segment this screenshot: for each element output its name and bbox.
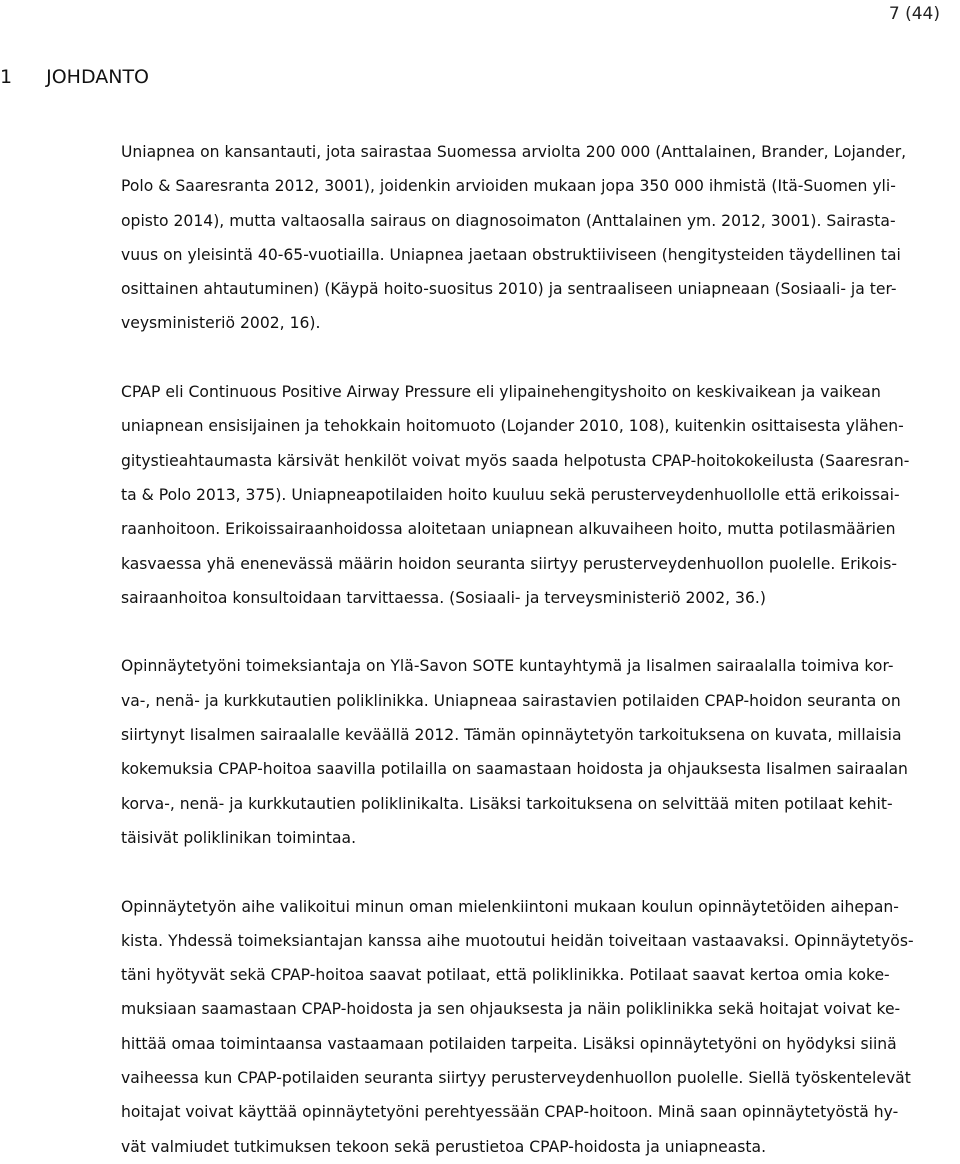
- text-line: ta & Polo 2013, 375). Uniapneapotilaiden hoito kuuluu sekä perusterveydenhuollolle että erikoissai-: [121, 485, 900, 504]
- text-line: opisto 2014), mutta valtaosalla sairaus on diagnosoimaton (Anttalainen ym. 2012, 3001). Sairasta-: [121, 211, 896, 230]
- text-line: Polo & Saaresranta 2012, 3001), joidenkin arvioiden mukaan jopa 350 000 ihmistä (Itä-Suomen yli-: [121, 177, 896, 196]
- text-line: täni hyötyvät sekä CPAP-hoitoa saavat potilaat, että poliklinikka. Potilaat saavat kertoa omia koke-: [121, 966, 890, 985]
- text-line: va-, nenä- ja kurkkutautien poliklinikka. Uniapneaa sairastavien potilaiden CPAP-hoidon seuranta on: [121, 691, 901, 710]
- text-line: raanhoitoon. Erikoissairaanhoidossa aloitetaan uniapnean alkuvaiheen hoito, mutta potilasmäärien: [121, 520, 896, 539]
- text-line: osittainen ahtautuminen) (Käypä hoito-suositus 2010) ja sentraaliseen uniapneaan (Sosiaali- ja ter-: [121, 280, 897, 299]
- text-line: vät valmiudet tutkimuksen tekoon sekä perustietoa CPAP-hoidosta ja uniapneasta.: [121, 1137, 767, 1156]
- text-line: korva-, nenä- ja kurkkutautien poliklinikalta. Lisäksi tarkoituksena on selvittää miten potilaat kehit-: [121, 794, 893, 813]
- paragraph-4: [121, 890, 955, 1164]
- text-line: uniapnean ensisijainen ja tehokkain hoitomuoto (Lojander 2010, 108), kuitenkin osittaisesta ylähen-: [121, 417, 904, 436]
- text-line: täisivät poliklinikan toimintaa.: [121, 828, 357, 847]
- text-line: veysministeriö 2002, 16).: [121, 314, 321, 333]
- text-line: siirtynyt Iisalmen sairaalalle keväällä 2012. Tämän opinnäytetyön tarkoituksena on kuvata, millaisia: [121, 726, 902, 745]
- paragraph-1: [121, 135, 955, 341]
- text-line: gitystieahtaumasta kärsivät henkilöt voivat myös saada helpotusta CPAP-hoitokokeilusta (Saaresran-: [121, 451, 910, 470]
- body-text: [121, 135, 955, 1164]
- text-line: Opinnäytetyöni toimeksiantaja on Ylä-Savon SOTE kuntayhtymä ja Iisalmen sairaalalla toimiva kor-: [121, 657, 894, 676]
- text-line: sairaanhoitoa konsultoidaan tarvittaessa. (Sosiaali- ja terveysministeriö 2002, 36.): [121, 588, 766, 607]
- text-line: vuus on yleisintä 40-65-vuotiailla. Uniapnea jaetaan obstruktiiviseen (hengitysteiden täydellinen tai: [121, 245, 901, 264]
- text-line: hoitajat voivat käyttää opinnäytetyöni perehtyessään CPAP-hoitoon. Minä saan opinnäytetyöstä hy-: [121, 1103, 899, 1122]
- text-line: muksiaan saamastaan CPAP-hoidosta ja sen ohjauksesta ja näin poliklinikka sekä hoitajat voivat ke-: [121, 1000, 901, 1019]
- text-line: vaiheessa kun CPAP-potilaiden seuranta siirtyy perusterveydenhuollon puolelle. Siellä työskentelevät: [121, 1069, 911, 1088]
- text-line: Opinnäytetyön aihe valikoitui minun oman mielenkiintoni mukaan koulun opinnäytetöiden aihepan-: [121, 897, 899, 916]
- chapter-title: JOHDANTO: [46, 66, 150, 88]
- paragraph-2: [121, 375, 955, 615]
- text-line: kasvaessa yhä enenevässä määrin hoidon seuranta siirtyy perusterveydenhuollon puolelle. Erikois-: [121, 554, 897, 573]
- paragraph-3: [121, 649, 955, 855]
- text-line: Uniapnea on kansantauti, jota sairastaa Suomessa arviolta 200 000 (Anttalainen, Brander, Lojander,: [121, 143, 907, 161]
- chapter-heading: [0, 66, 149, 88]
- page-number: 7 (44): [888, 4, 940, 24]
- text-line: CPAP eli Continuous Positive Airway Pressure eli ylipainehengityshoito on keskivaikean ja vaikean: [121, 383, 881, 402]
- text-line: hittää omaa toimintaansa vastaamaan potilaiden tarpeita. Lisäksi opinnäytetyöni on hyödyksi siinä: [121, 1034, 897, 1053]
- text-line: kokemuksia CPAP-hoitoa saavilla potilailla on saamastaan hoidosta ja ohjauksesta Iisalmen sairaalan: [121, 760, 908, 779]
- text-line: kista. Yhdessä toimeksiantajan kanssa aihe muotoutui heidän toiveitaan vastaavaksi. Opinnäytetyös-: [121, 931, 914, 950]
- chapter-number: 1: [0, 66, 13, 88]
